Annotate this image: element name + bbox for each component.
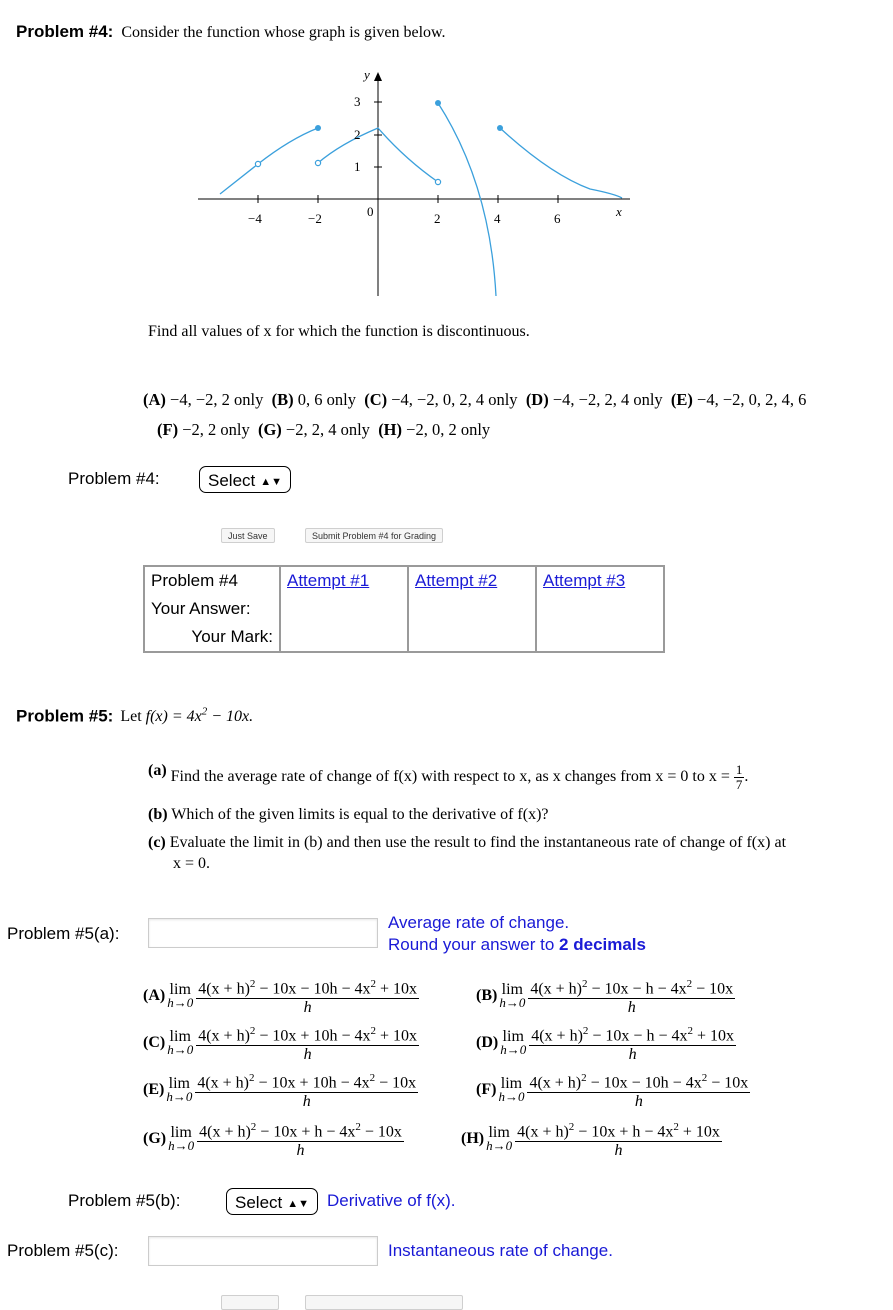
problem4-title: Problem #4: [16, 22, 114, 41]
num-a: 4(x + h) [198, 1027, 250, 1045]
problem4-question: Find all values of x for which the function is discontinuous. [148, 323, 530, 340]
num-b: − 10x + 10h − 4x [254, 1074, 370, 1092]
part-a-text: Find the average rate of change of f(x) with respect to x, as x changes from x = 0 to x = [170, 768, 730, 785]
lim-sub: h→0 [166, 1089, 193, 1105]
choice-c-letter: (C) [364, 390, 388, 409]
y-axis-arrow [374, 72, 382, 81]
problem5b-answer-select[interactable] [226, 1188, 318, 1215]
num-a: 4(x + h) [199, 1123, 251, 1141]
num-c: + 10x [375, 1027, 418, 1045]
limit-e-letter: (E) [143, 1081, 165, 1099]
your-answer-label: Your Answer: [151, 599, 251, 618]
limit-b-den: h [627, 999, 636, 1017]
problem5a-hint-1: Average rate of change. [388, 913, 570, 932]
limit-g-den: h [296, 1142, 305, 1160]
num-b: − 10x − h − 4x [588, 1027, 688, 1045]
closed-point-neg2 [315, 125, 321, 131]
limit-b-num [528, 975, 735, 999]
num-exp2: 2 [673, 1121, 679, 1133]
num-exp: 2 [250, 1121, 257, 1133]
limit-f-fraction [527, 1069, 750, 1111]
choice-h-text: −2, 0, 2 only [406, 420, 491, 439]
num-c: + 10x [678, 1123, 720, 1141]
open-point-2 [435, 179, 440, 184]
problem5b-hint: Derivative of f(x). [327, 1191, 456, 1210]
your-mark-label: Your Mark: [191, 627, 273, 646]
lim-word: lim [500, 1075, 523, 1093]
open-point-neg2 [315, 160, 320, 165]
x-axis-label: x [616, 204, 622, 219]
choice-e-text: −4, −2, 0, 2, 4, 6 [697, 390, 807, 409]
limit-f-den: h [634, 1093, 643, 1111]
lim-word: lim [488, 1124, 510, 1142]
attempt-1-mark [280, 623, 408, 652]
f-def-exp: 2 [201, 706, 208, 718]
num-exp2: 2 [355, 1121, 361, 1133]
limit-f-letter: (F) [476, 1081, 497, 1099]
attempt-1-link[interactable]: Attempt #1 [287, 571, 370, 590]
limit-c-letter: (C) [143, 1034, 166, 1052]
limit-g-letter: (G) [143, 1130, 167, 1148]
num-exp: 2 [581, 1072, 587, 1084]
num-exp2: 2 [701, 1072, 708, 1084]
x-tick-label-0: 0 [367, 204, 374, 219]
problem5a-label: Problem #5(a): [7, 924, 120, 943]
problem4-prompt: Consider the function whose graph is given below. [121, 24, 446, 41]
problem4-choices-row1 [143, 390, 806, 410]
limit-b-fraction [528, 975, 735, 1017]
lim-sub: h→0 [500, 1042, 527, 1058]
limit-h-letter: (H) [461, 1130, 485, 1148]
lim-word: lim [502, 1028, 524, 1046]
limit-d-fraction [529, 1022, 736, 1064]
select-arrows-icon: ▲▼ [260, 476, 283, 488]
choice-c-text: −4, −2, 0, 2, 4 only [391, 390, 518, 409]
num-b: − 10x − 10h − 4x [255, 980, 371, 998]
limit-h-den: h [614, 1142, 623, 1160]
lim-sub: h→0 [486, 1138, 513, 1154]
choice-a-letter: (A) [143, 390, 166, 409]
problem5c-hint: Instantaneous rate of change. [388, 1241, 613, 1260]
attempts-table-header: Problem #4 [151, 571, 238, 590]
problem5c-input[interactable] [148, 1236, 378, 1266]
curve-segment-1 [220, 164, 258, 194]
choice-f-text: −2, 2 only [182, 420, 250, 439]
limit-d-lim [500, 1030, 526, 1056]
num-exp2: 2 [686, 978, 693, 990]
y-tick-label-3: 3 [354, 94, 361, 109]
select-arrows-icon: ▲▼ [287, 1198, 310, 1210]
limit-e-den: h [302, 1093, 311, 1111]
problem5-function [146, 708, 254, 725]
num-exp2: 2 [370, 1025, 376, 1037]
limit-g-lim [168, 1126, 194, 1152]
limit-choice-e [143, 1069, 418, 1111]
problem5-submit-button[interactable] [305, 1295, 463, 1310]
part-b-label: (b) [148, 806, 168, 823]
num-b: − 10x + h − 4x [256, 1123, 356, 1141]
choice-g-letter: (G) [257, 420, 282, 439]
problem5a-hint-2 [388, 935, 646, 955]
limit-f-num [527, 1069, 750, 1093]
part-a-frac-den: 7 [735, 776, 743, 792]
attempt-3-mark [536, 623, 664, 652]
attempt-2-header [408, 566, 536, 595]
problem5b-select-value: Select [235, 1193, 283, 1212]
lim-word: lim [169, 981, 191, 999]
attempt-1-answer [280, 595, 408, 623]
choice-e-letter: (E) [670, 390, 693, 409]
num-c: − 10x [360, 1123, 402, 1141]
limit-a-letter: (A) [143, 987, 166, 1005]
lim-sub: h→0 [168, 1138, 195, 1154]
part-c-label: (c) [148, 834, 166, 851]
limit-choice-f [476, 1069, 750, 1111]
limit-c-den: h [303, 1046, 312, 1064]
num-a: 4(x + h) [197, 1074, 250, 1092]
limit-choice-d [476, 1022, 736, 1064]
choice-a-text: −4, −2, 2 only [170, 390, 264, 409]
attempt-3-link[interactable]: Attempt #3 [543, 571, 626, 590]
num-exp: 2 [582, 978, 588, 990]
num-exp: 2 [568, 1121, 575, 1133]
num-a: 4(x + h) [517, 1123, 569, 1141]
limit-b-letter: (B) [476, 987, 498, 1005]
limit-g-num [197, 1118, 404, 1142]
part-c-text-1: Evaluate the limit in (b) and then use the result to find the instantaneous rate of change of f(x) at [169, 834, 787, 851]
num-a: 4(x + h) [530, 980, 583, 998]
curve-segment-5 [500, 128, 622, 198]
limit-a-fraction [196, 975, 419, 1017]
x-tick-label-neg4: −4 [248, 211, 262, 226]
num-b: − 10x + 10h − 4x [255, 1027, 371, 1045]
limit-d-den: h [628, 1046, 637, 1064]
x-tick-label-2: 2 [434, 211, 441, 226]
x-tick-label-neg2: −2 [308, 211, 322, 226]
open-point-neg4 [255, 161, 260, 166]
limit-choice-c [143, 1022, 419, 1064]
limit-choice-h [461, 1118, 722, 1160]
attempt-2-answer [408, 595, 536, 623]
problem4-answer-select[interactable] [199, 466, 291, 493]
num-b: − 10x − 10h − 4x [586, 1074, 702, 1092]
part-b [148, 806, 549, 824]
limit-g-fraction [197, 1118, 404, 1160]
part-a-fraction [734, 763, 745, 792]
num-b: − 10x − h − 4x [587, 980, 687, 998]
problem5b-label: Problem #5(b): [68, 1191, 181, 1210]
part-a: (a) Find the average rate of change of f(x) with respect to x, as x changes from x = 0 to x = $\frac{1}{7}$ . [148, 761, 749, 792]
num-a: 4(x + h) [198, 980, 250, 998]
choice-b-text: 0, 6 only [297, 390, 356, 409]
lim-sub: h→0 [499, 995, 526, 1011]
lim-word: lim [170, 1124, 192, 1142]
num-exp: 2 [249, 978, 256, 990]
limit-e-lim [166, 1077, 192, 1103]
limit-choice-b [476, 975, 735, 1017]
part-c-text-2: x = 0. [173, 855, 211, 872]
num-b: − 10x + h − 4x [574, 1123, 674, 1141]
function-graph [190, 64, 640, 304]
limit-c-num [196, 1022, 419, 1046]
problem4-choices-row2 [157, 420, 490, 440]
limit-choice-g [143, 1118, 404, 1160]
choice-f-letter: (F) [157, 420, 179, 439]
choice-h-letter: (H) [378, 420, 403, 439]
num-c: − 10x [692, 980, 734, 998]
problem5-header [16, 706, 253, 726]
limit-b-lim [499, 983, 525, 1009]
problem4-answer-label: Problem #4: [68, 469, 160, 488]
problem4-select-value: Select [208, 471, 256, 490]
num-c: + 10x [375, 980, 418, 998]
limit-c-lim [167, 1030, 193, 1056]
limit-a-lim [167, 983, 193, 1009]
submit-problem4-button[interactable]: Submit Problem #4 for Grading [305, 528, 443, 543]
problem5-just-save-button[interactable] [221, 1295, 279, 1310]
limit-choice-a [143, 975, 419, 1017]
closed-point-2 [435, 100, 441, 106]
limit-a-num [196, 975, 419, 999]
lim-sub: h→0 [498, 1089, 525, 1105]
attempt-3-header [536, 566, 664, 595]
choice-b-letter: (B) [271, 390, 294, 409]
problem5a-input[interactable] [148, 918, 378, 948]
attempt-2-mark [408, 623, 536, 652]
part-a-label: (a) [148, 762, 167, 779]
limit-e-num [195, 1069, 418, 1093]
num-exp: 2 [249, 1072, 255, 1084]
num-c: − 10x [375, 1074, 417, 1092]
num-c: − 10x [707, 1074, 749, 1092]
just-save-button[interactable]: Just Save [221, 528, 275, 543]
y-tick-label-1: 1 [354, 159, 361, 174]
num-exp2: 2 [369, 1072, 376, 1084]
part-c [148, 834, 786, 852]
curve-segment-2 [258, 128, 318, 164]
hint-2-text: Round your answer to [388, 935, 560, 954]
y-tick-label-2: 2 [354, 127, 361, 142]
part-b-text: Which of the given limits is equal to the derivative of f(x)? [171, 806, 549, 823]
problem5-let: Let [120, 708, 142, 726]
num-c: + 10x [692, 1027, 735, 1045]
num-exp2: 2 [370, 978, 376, 990]
choice-d-letter: (D) [525, 390, 549, 409]
attempt-2-link[interactable]: Attempt #2 [415, 571, 498, 590]
limit-c-fraction [196, 1022, 419, 1064]
f-def-tail: − 10x. [207, 708, 254, 726]
lim-word: lim [168, 1075, 190, 1093]
limit-a-den: h [303, 999, 312, 1017]
limit-e-fraction [195, 1069, 418, 1111]
num-exp2: 2 [687, 1025, 693, 1037]
num-a: 4(x + h) [531, 1027, 583, 1045]
closed-point-4 [497, 125, 503, 131]
limit-h-lim [486, 1126, 512, 1152]
x-tick-label-4: 4 [494, 211, 501, 226]
limit-d-letter: (D) [476, 1034, 499, 1052]
y-axis-label: y [364, 67, 370, 82]
limit-d-num [529, 1022, 736, 1046]
choice-g-text: −2, 2, 4 only [285, 420, 370, 439]
num-a: 4(x + h) [529, 1074, 582, 1092]
choice-d-text: −4, −2, 2, 4 only [552, 390, 663, 409]
f-def: f(x) = 4x [145, 708, 202, 726]
attempt-1-header [280, 566, 408, 595]
num-exp: 2 [582, 1025, 589, 1037]
problem5-title: Problem #5: [16, 706, 114, 726]
limit-h-fraction [515, 1118, 722, 1160]
limit-h-num [515, 1118, 722, 1142]
lim-sub: h→0 [167, 995, 194, 1011]
lim-sub: h→0 [167, 1042, 194, 1058]
problem4-header [16, 22, 446, 42]
attempt-3-answer [536, 595, 664, 623]
limit-f-lim [498, 1077, 524, 1103]
num-exp: 2 [249, 1025, 256, 1037]
problem5c-label: Problem #5(c): [7, 1241, 119, 1260]
lim-word: lim [169, 1028, 191, 1046]
x-tick-label-6: 6 [554, 211, 561, 226]
lim-word: lim [501, 981, 523, 999]
hint-2-bold: 2 decimals [559, 935, 646, 954]
part-a-frac-num: 1 [735, 761, 743, 777]
attempts-table [143, 565, 665, 653]
